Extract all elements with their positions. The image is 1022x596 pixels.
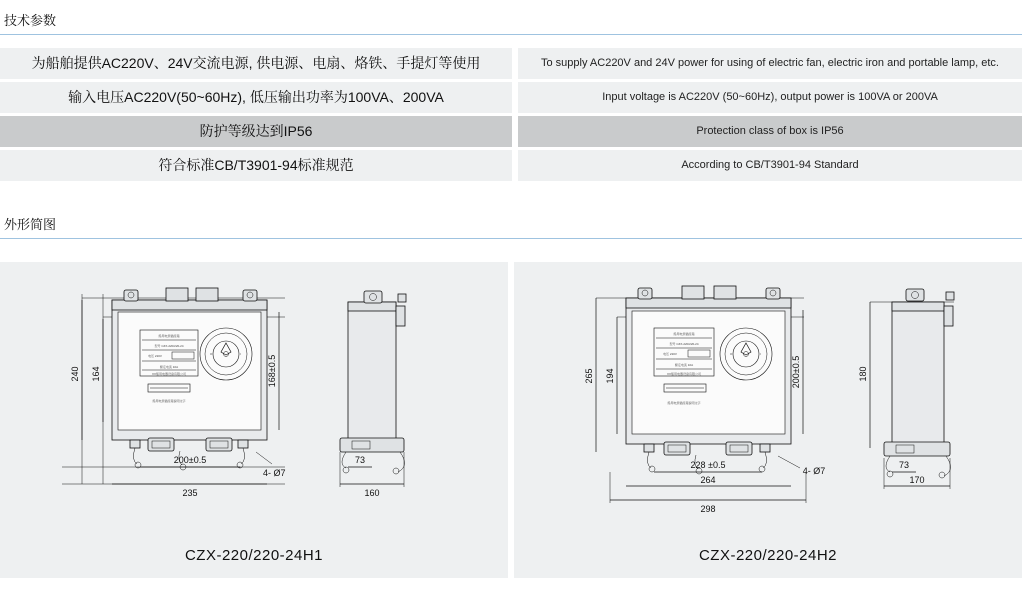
spec-cell-en: According to CB/T3901-94 Standard [518,150,1022,181]
svg-text:160: 160 [364,488,380,498]
svg-text:船用电源插座箱: 船用电源插座箱 [673,332,695,336]
table-row [0,48,1022,79]
svg-text:I: I [760,352,761,356]
drawings-container [0,262,1022,578]
svg-text:73: 73 [354,455,366,465]
svg-text:船用电源插座箱: 船用电源插座箱 [158,334,180,338]
drawing-panel-h2 [514,262,1022,578]
svg-text:298: 298 [700,504,716,514]
svg-text:船用电源插座箱说明文字: 船用电源插座箱说明文字 [152,399,186,403]
svg-text:265: 265 [584,368,594,384]
drawing-caption-h1: CZX-220/220-24H1 [184,547,324,564]
drawing-svg-h1 [0,262,508,532]
svg-text:船用电源插座箱说明文字: 船用电源插座箱说明文字 [667,401,701,405]
svg-text:4- Ø7: 4- Ø7 [802,466,826,476]
spec-cell-cn: 符合标准CB/T3901-94标准规范 [0,150,512,181]
svg-text:170: 170 [909,475,925,485]
spec-cell-en: Input voltage is AC220V (50~60Hz), output power is 100VA or 200VA [518,82,1022,113]
table-row [0,150,1022,181]
section-title-drawing: 外形简图 [4,217,57,232]
svg-text:O: O [730,352,733,356]
section-header-specs [0,10,1022,35]
drawing-panel-h1 [0,262,508,578]
svg-text:200±0.5: 200±0.5 [791,355,801,389]
drawing-caption-h2: CZX-220/220-24H2 [698,547,838,564]
svg-text:型号 CZX-220/220-24: 型号 CZX-220/220-24 [154,344,184,348]
drawing-svg-h2 [514,262,1022,532]
svg-text:264: 264 [700,475,716,485]
svg-text:O: O [210,352,213,356]
svg-text:180: 180 [858,366,868,382]
svg-text:I: I [240,352,241,356]
table-row [0,116,1022,147]
svg-text:XX船用电器设备有限公司: XX船用电器设备有限公司 [151,372,187,376]
table-row [0,82,1022,113]
specs-table [0,48,1022,184]
spec-cell-cn: 为船舶提供AC220V、24V交流电源, 供电源、电扇、烙铁、手提灯等使用 [0,48,512,79]
svg-text:200±0.5: 200±0.5 [173,455,207,465]
svg-text:228 ±0.5: 228 ±0.5 [690,460,726,470]
svg-text:194: 194 [605,368,615,384]
svg-text:电压 220V: 电压 220V [663,352,677,356]
svg-text:235: 235 [182,488,198,498]
svg-text:4- Ø7: 4- Ø7 [263,468,286,478]
svg-text:额定电流 10A: 额定电流 10A [674,363,694,367]
svg-text:240: 240 [70,366,80,382]
spec-cell-en: Protection class of box is IP56 [518,116,1022,147]
svg-text:电压 220V: 电压 220V [148,354,162,358]
svg-text:73: 73 [898,460,910,470]
svg-text:168±0.5: 168±0.5 [267,354,277,388]
section-header-drawing [0,214,1022,239]
svg-text:XX船用电器设备有限公司: XX船用电器设备有限公司 [666,372,702,376]
svg-text:型号 CZX-220/220-24: 型号 CZX-220/220-24 [669,342,699,346]
svg-text:164: 164 [91,366,101,382]
section-title-specs: 技术参数 [4,13,57,28]
spec-cell-en: To supply AC220V and 24V power for using of electric fan, electric iron and portable lamp, etc. [518,48,1022,79]
spec-cell-cn: 防护等级达到IP56 [0,116,512,147]
spec-cell-cn: 输入电压AC220V(50~60Hz), 低压输出功率为100VA、200VA [0,82,512,113]
svg-text:额定电流 10A: 额定电流 10A [159,365,179,369]
